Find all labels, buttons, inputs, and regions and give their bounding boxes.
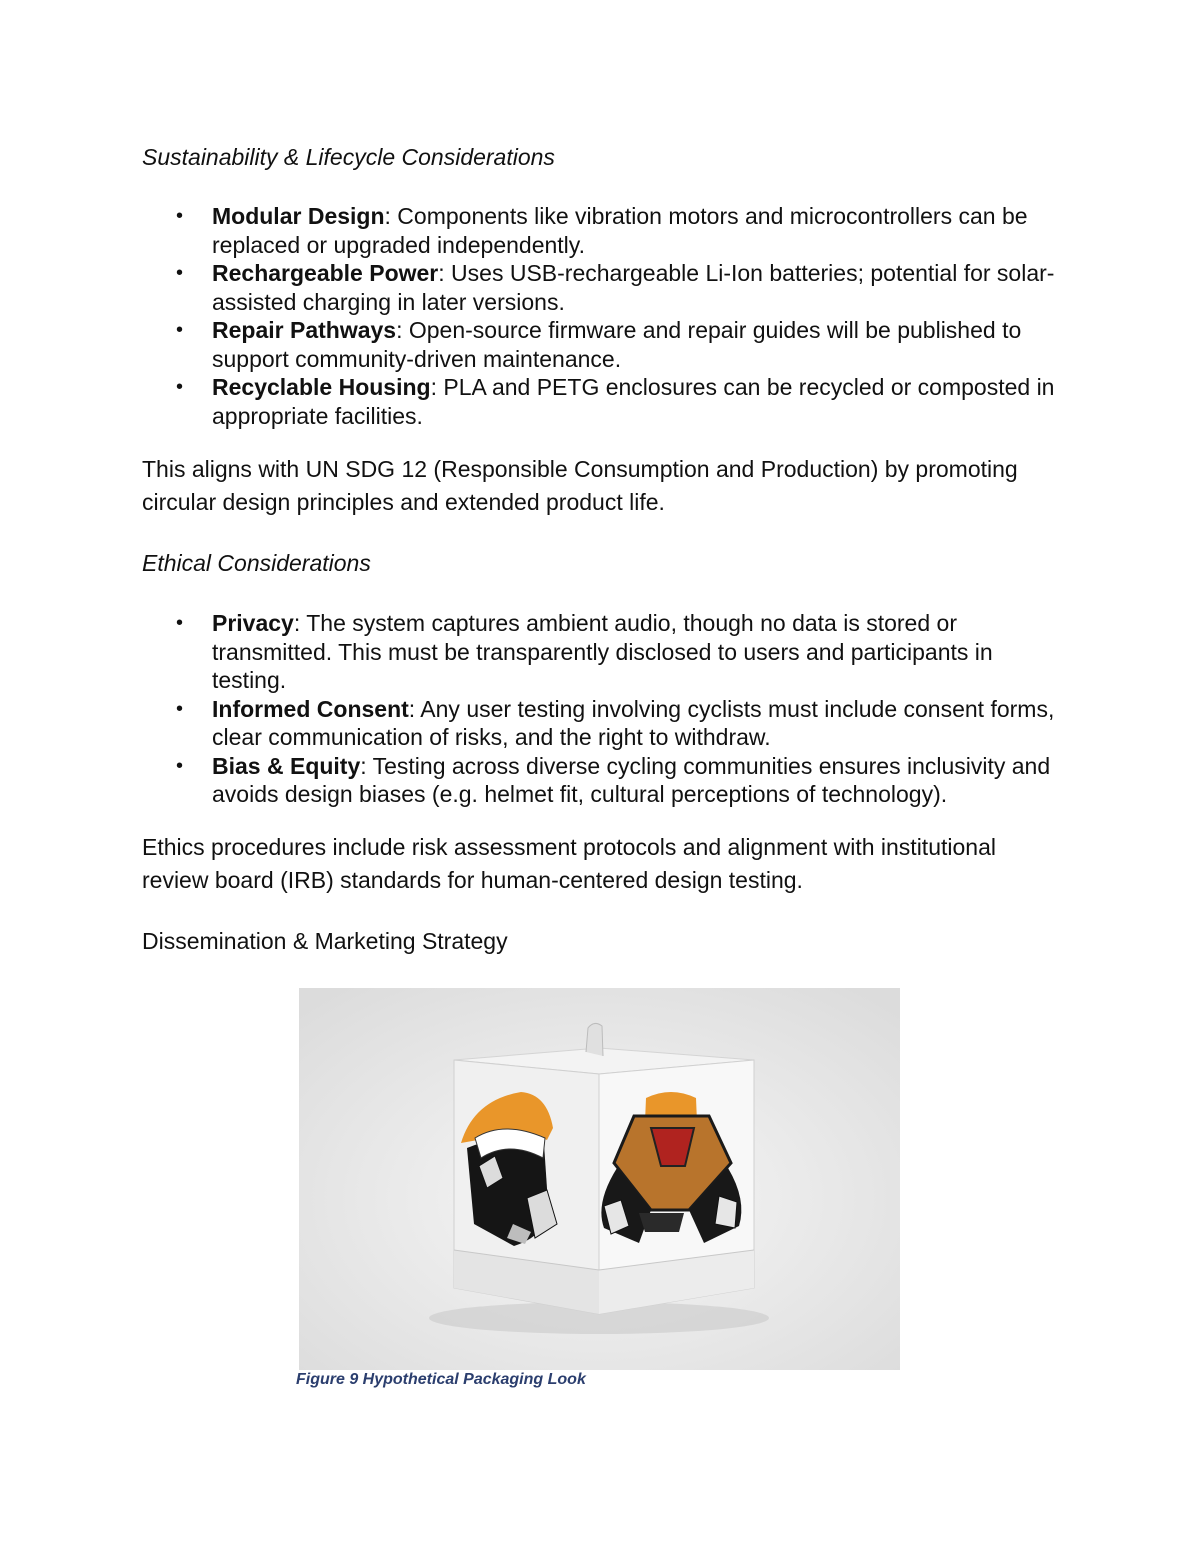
item-text: : Testing across diverse cycling communities ensures inclusivity and avoids design biases (e.g. helmet fit, cultural perceptions of technology). xyxy=(212,752,1051,807)
list-item xyxy=(176,259,1072,316)
bullet-icon: • xyxy=(176,754,184,777)
item-term: Modular Design xyxy=(212,203,385,229)
item-term: Recyclable Housing xyxy=(212,374,431,400)
bullet-icon: • xyxy=(176,205,184,227)
bullet-icon: • xyxy=(176,612,184,634)
bullet-icon: • xyxy=(176,319,184,341)
item-term: Repair Pathways xyxy=(212,317,397,343)
item-text: : Any user testing involving cyclists must include consent forms, clear communication of risks, and the right to withdraw. xyxy=(212,695,1055,750)
item-text: : The system captures ambient audio, though no data is stored or transmitted. This must be transparently disclosed to users and participants in testing. xyxy=(212,610,993,693)
item-text: : PLA and PETG enclosures can be recycled or composted in appropriate facilities. xyxy=(212,374,1055,429)
item-term: Informed Consent xyxy=(212,695,409,722)
figure-caption: Figure 9 Hypothetical Packaging Look xyxy=(296,1371,586,1388)
sustainability-list xyxy=(176,202,1072,430)
item-term: Privacy xyxy=(212,610,294,636)
list-item xyxy=(176,609,1072,695)
packaging-illustration xyxy=(299,988,900,1370)
list-item xyxy=(176,752,1072,809)
box-tab xyxy=(586,1023,603,1056)
sustainability-summary: This aligns with UN SDG 12 (Responsible Consumption and Production) by promoting circular design principles and extended product life. xyxy=(142,456,1018,515)
packaging-figure xyxy=(299,988,900,1370)
item-text: : Uses USB-rechargeable Li-Ion batteries; potential for solar-assisted charging in later versions. xyxy=(212,260,1055,315)
list-item xyxy=(176,316,1072,373)
item-text: : Open-source firmware and repair guides will be published to support community-driven maintenance. xyxy=(212,317,1022,372)
sustainability-heading: Sustainability & Lifecycle Considerations xyxy=(142,144,555,170)
bullet-icon: • xyxy=(176,697,184,720)
dissemination-heading: Dissemination & Marketing Strategy xyxy=(142,928,508,954)
item-term: Rechargeable Power xyxy=(212,260,439,286)
ethics-heading: Ethical Considerations xyxy=(142,550,371,576)
ethics-list xyxy=(176,609,1072,809)
list-item xyxy=(176,202,1072,259)
item-term: Bias & Equity xyxy=(212,752,361,779)
ethics-summary: Ethics procedures include risk assessment protocols and alignment with institutional review board (IRB) standards for human-centered design testing. xyxy=(142,834,996,893)
list-item xyxy=(176,695,1072,752)
item-text: : Components like vibration motors and microcontrollers can be replaced or upgraded independently. xyxy=(212,203,1028,258)
bullet-icon: • xyxy=(176,262,184,284)
list-item xyxy=(176,373,1072,430)
bullet-icon: • xyxy=(176,376,184,398)
